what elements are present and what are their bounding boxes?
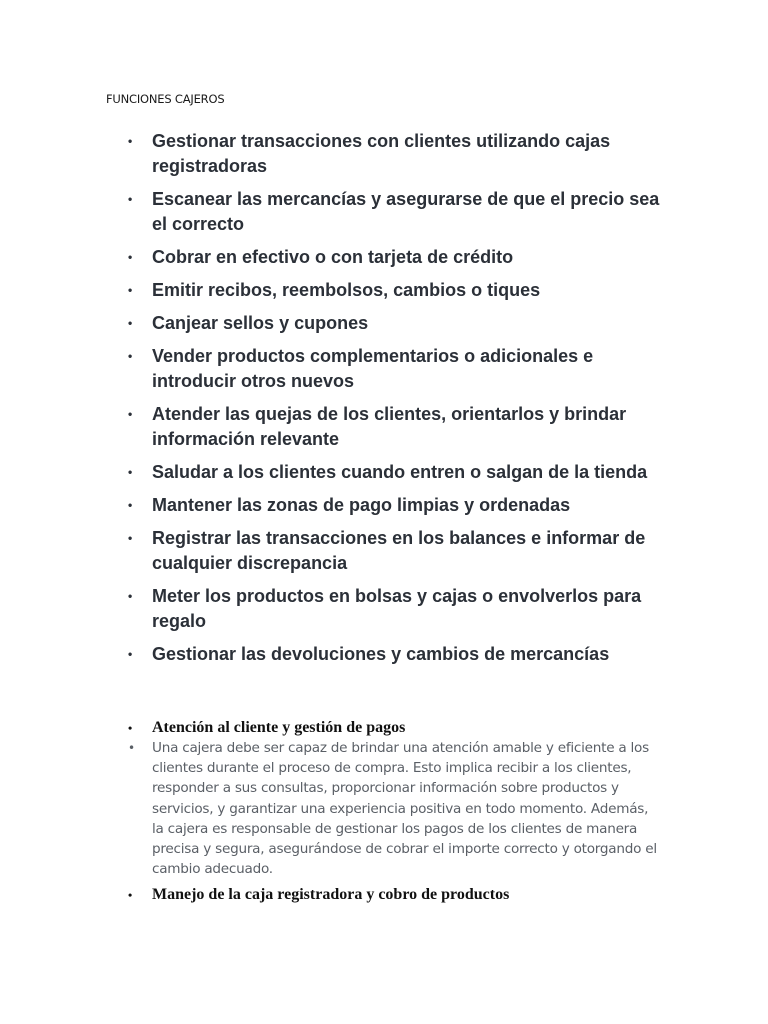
list-item-text: Vender productos complementarios o adicionales e introducir otros nuevos (152, 346, 594, 391)
list-item-text: Meter los productos en bolsas y cajas o envolverlos para regalo (152, 586, 642, 631)
bullet-icon: • (128, 647, 133, 661)
list-item (0, 278, 768, 303)
list-item-text: Mantener las zonas de pago limpias y ordenadas (152, 495, 571, 515)
list-item (0, 187, 768, 237)
bullet-icon: • (128, 250, 133, 264)
list-item (0, 584, 768, 634)
list-item-text: Gestionar las devoluciones y cambios de mercancías (152, 644, 610, 664)
list-item (0, 344, 768, 394)
list-item-text: Cobrar en efectivo o con tarjeta de crédito (152, 247, 514, 267)
list-item (0, 129, 768, 179)
list-item-text: Canjear sellos y cupones (152, 313, 369, 333)
bullet-icon: • (128, 531, 133, 545)
document-title: FUNCIONES CAJEROS (106, 92, 225, 106)
list-item (0, 311, 768, 336)
details-list (0, 716, 768, 905)
list-item-text: Escanear las mercancías y asegurarse de que el precio sea el correcto (152, 189, 660, 234)
bullet-icon: • (128, 192, 133, 206)
section-heading (0, 885, 768, 905)
bullet-icon: • (128, 407, 133, 421)
section-heading (0, 718, 768, 738)
section-heading-text: Atención al cliente y gestión de pagos (152, 719, 406, 736)
list-item-text: Emitir recibos, reembolsos, cambios o tiques (152, 280, 541, 300)
list-item (0, 642, 768, 667)
bullet-icon: • (128, 721, 133, 735)
list-item (0, 460, 768, 485)
list-item-text: Saludar a los clientes cuando entren o salgan de la tienda (152, 462, 648, 482)
list-item (0, 402, 768, 452)
paragraph-text: Una cajera debe ser capaz de brindar una atención amable y eficiente a los clientes durante el proceso de compra. Esto implica recibir a los clientes, responder a sus consultas, proporcionar información sobre productos y servicios, y garantizar una experiencia positiva en todo momento. Además, la cajera es responsable de gestionar los pagos de los clientes de manera precisa y segura, asegurándose de cobrar el importe correcto y otorgando el cambio adecuado. (152, 740, 657, 878)
list-item (0, 245, 768, 270)
bullet-icon: • (128, 465, 133, 479)
bullet-icon: • (128, 498, 133, 512)
duties-list (0, 129, 768, 675)
list-item (0, 493, 768, 518)
bullet-icon: • (128, 349, 133, 363)
bullet-icon: • (128, 589, 133, 603)
list-item-text: Gestionar transacciones con clientes utilizando cajas registradoras (152, 131, 611, 176)
list-item-text: Registrar las transacciones en los balances e informar de cualquier discrepancia (152, 528, 646, 573)
bullet-icon: • (128, 283, 133, 297)
section-heading-text: Manejo de la caja registradora y cobro de productos (152, 886, 510, 904)
bullet-icon: • (128, 316, 133, 330)
paragraph-item (0, 738, 768, 879)
bullet-icon: • (128, 741, 135, 755)
list-item-text: Atender las quejas de los clientes, orientarlos y brindar información relevante (152, 404, 627, 449)
bullet-icon: • (128, 888, 133, 903)
bullet-icon: • (128, 134, 133, 148)
list-item (0, 526, 768, 576)
